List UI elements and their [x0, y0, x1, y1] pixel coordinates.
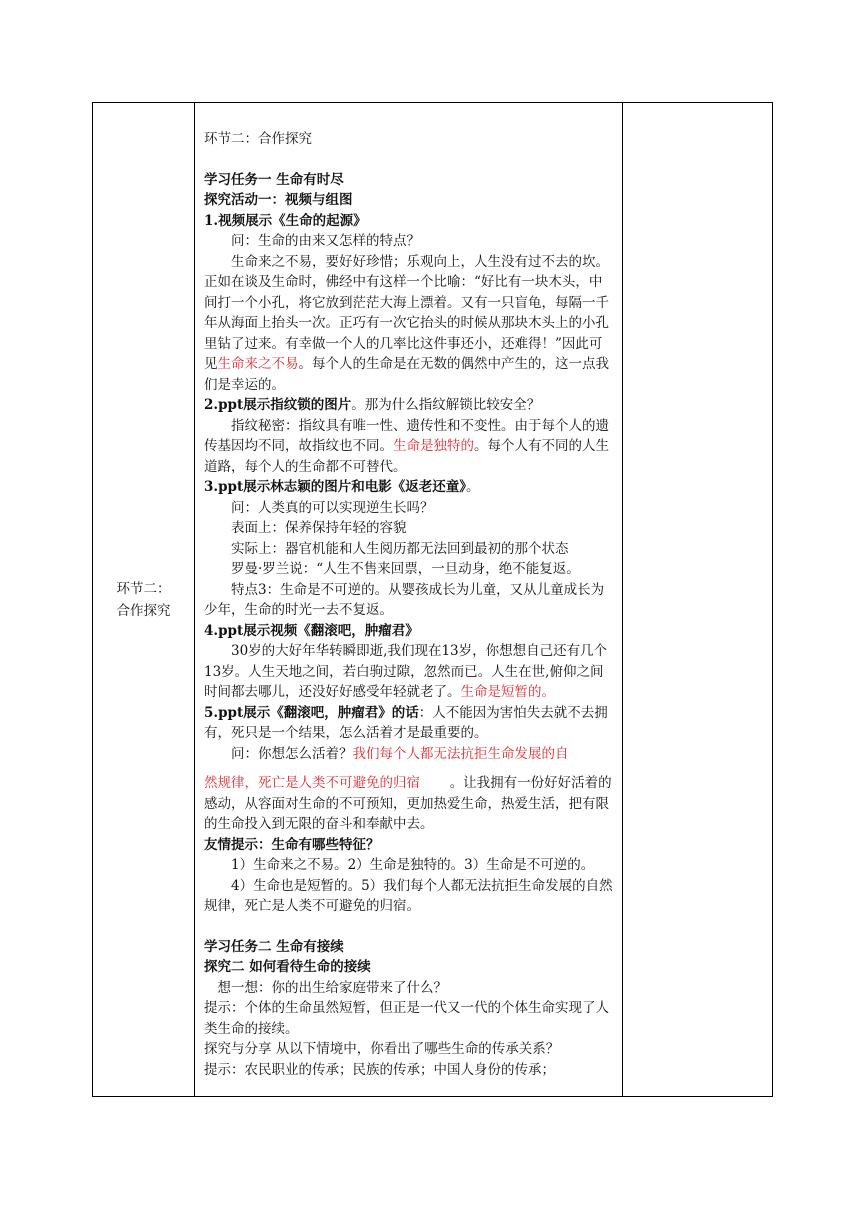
section-title: 环节二：合作探究: [204, 131, 312, 147]
item4-title: 4.ppt展示视频《翻滚吧，肿瘤君》: [204, 622, 419, 639]
highlight-unique: 生命是独特的: [393, 438, 474, 454]
explore2-title: 探究二 如何看待生命的接续: [204, 959, 371, 975]
share-question: 探究与分享 从以下情境中，你看出了哪些生命的传承关系？: [204, 1041, 560, 1057]
paragraph-1-text: 生命来之不易，要好好珍惜；乐观向上，人生没有过不去的坎。正如在谈及生命时，佛经中有这样一个比喻：“好比有一块木头，中间打一个小孔，将它放到茫茫大海上漂着。又有一只盲龟，每隔一千年从海面上抬头一次。正巧有一次它抬头的时候从那块木头上的小孔里钻了过来。有幸做一个人的几率比这件事还小，还难得！”因此可见: [204, 253, 609, 372]
task2-title: 学习任务二 生命有接续: [204, 938, 344, 955]
stage-label-line2: 合作探究: [116, 602, 171, 619]
tip-line-1: 1）生命来之不易。2）生命是独特的。3）生命是不可逆的。: [231, 857, 595, 873]
item2-title: [204, 395, 615, 416]
question-1: 问：生命的由来又怎样的特点？: [231, 233, 420, 249]
tip-line-2: 4）生命也是短暂的。5）我们每个人都无法抗拒生命发展的自然规律，死亡是人类不可避免的归宿。: [204, 877, 613, 914]
question-5: [204, 744, 615, 765]
item5-title: [204, 703, 615, 744]
highlight-precious: 生命来之不易: [217, 356, 299, 372]
paragraph-1-tail: 。每个人的生命是在无数的偶然中产生的，这一点我们是幸运的。: [204, 356, 609, 393]
item2-title-rest: 。那为什么指纹解锁比较安全？: [351, 397, 541, 413]
question-3: 问：人类真的可以实现逆生长吗？: [231, 499, 434, 516]
task1-title: 学习任务一 生命有时尽: [204, 171, 344, 188]
teaching-content-cell: [195, 103, 623, 1097]
think-question: 想一想：你的出生给家庭带来了什么？: [217, 979, 447, 996]
paragraph-4: [204, 641, 615, 703]
actual-line: 实际上：器官机能和人生阅历都无法回到最初的那个状态: [231, 540, 569, 557]
lesson-table: [92, 102, 773, 1097]
paragraph-5-text: 。让我拥有一份好好活着的感动，从容面对生命的不可预知，更加热爱生命，热爱生活，把有限的生命投入到无限的奋斗和奉献中去。: [204, 775, 612, 832]
item3-title-tail: 。: [465, 479, 480, 495]
paragraph-2-text: 指纹秘密：指纹具有唯一性、遗传性和不变性。由于每个人的遗传基因均不同，故指纹也不同。: [204, 417, 609, 454]
table-row: [93, 103, 773, 1097]
activity1-title: 探究活动一：视频与组图: [204, 192, 353, 208]
highlight-law-b: 然规律，死亡是人类不可避免的归宿: [204, 775, 420, 791]
feature-3: 特点3：生命是不可逆的。从婴孩成长为儿童，又从儿童成长为少年，生命的时光一去不复返。: [204, 581, 605, 618]
quote-line: 罗曼·罗兰说：“人生不售来回票，一旦动身，绝不能复返。: [231, 561, 580, 577]
item2-title-bold: 2.ppt展示指纹锁的图片: [204, 397, 352, 413]
paragraph-2-tail: 。每个人有不同的人生道路，每个人的生命都不可替代。: [204, 438, 609, 475]
paragraph-2: [204, 416, 615, 478]
paragraph-1: [204, 252, 615, 396]
highlight-law-a: 我们每个人都无法抗拒生命发展的自: [352, 745, 569, 762]
hint-2: 提示：农民职业的传承；民族的传承；中国人身份的传承；: [204, 1061, 555, 1078]
notes-cell: [623, 103, 773, 1097]
highlight-short: 生命是短暂的。: [460, 684, 555, 700]
item1-title: 1.视频展示《生命的起源》: [204, 212, 367, 229]
item5-title-rest: ：人不能因为害怕失去就不去拥有，死只是一个结果，怎么活着才是最重要的。: [204, 704, 608, 741]
tip-title: 友情提示：生命有哪些特征？: [204, 836, 380, 853]
paragraph-4-text: 30岁的大好年华转瞬即逝,我们现在13岁，你想想自己还有几个13岁。人生天地之间，若白驹过隙，忽然而已。人生在世,俯仰之间时间都去哪儿，还没好好感受年轻就老了。: [204, 643, 608, 700]
question-5-text: 问：你想怎么活着？: [231, 745, 353, 762]
item5-title-bold: 5.ppt展示《翻滚吧，肿瘤君》的话: [204, 704, 419, 721]
item3-title-bold: 3.ppt展示林志颖的图片和电影《返老还童》: [204, 479, 466, 495]
surface-line: 表面上：保养保持年轻的容貌: [231, 520, 407, 536]
stage-label-line1: 环节二：: [116, 580, 171, 597]
paragraph-5: [204, 764, 615, 835]
hint-1: 提示：个体的生命虽然短暂，但正是一代又一代的个体生命实现了人类生命的接续。: [204, 1000, 609, 1037]
stage-label-cell: [93, 103, 195, 1097]
item3-title: [204, 477, 615, 498]
